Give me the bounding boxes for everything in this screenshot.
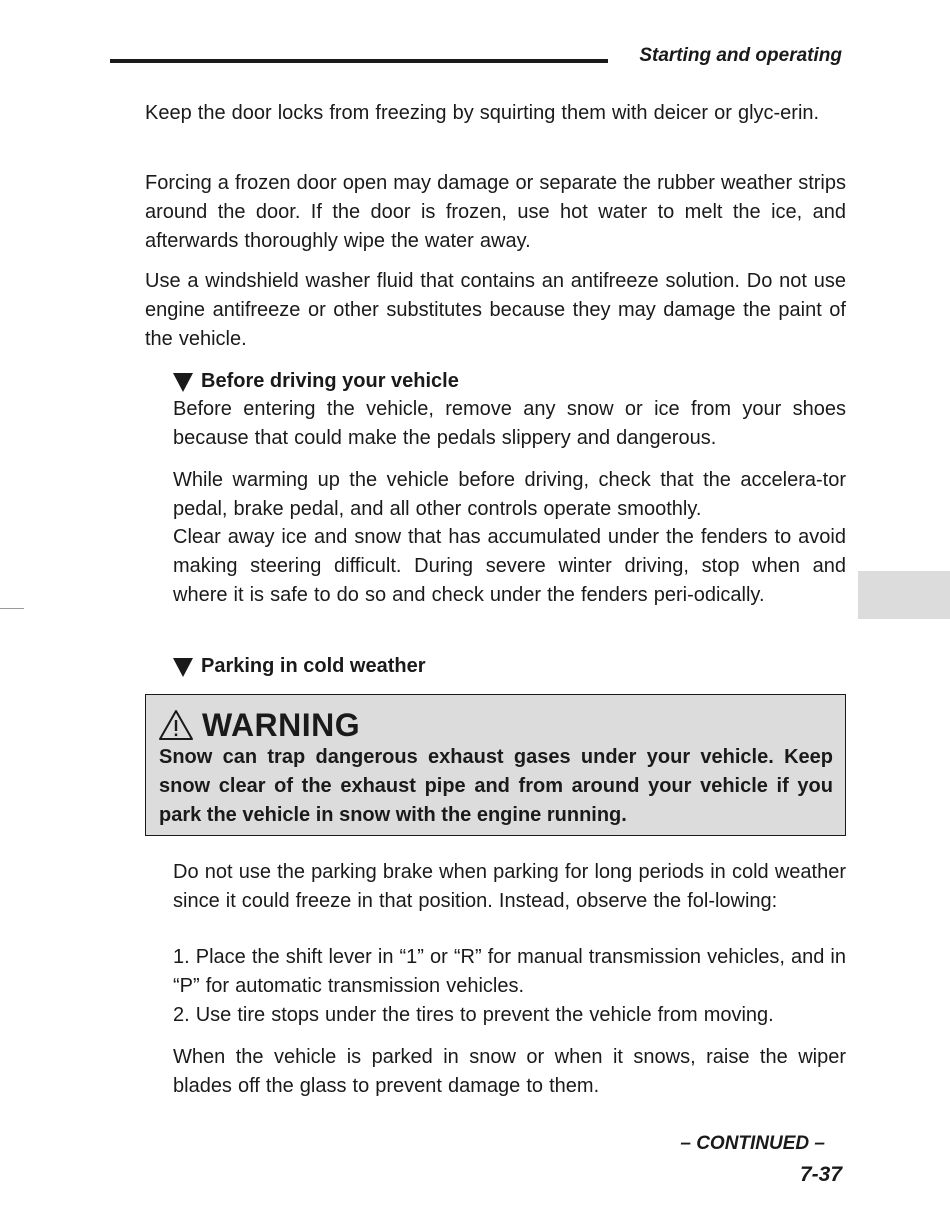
paragraph-washer-fluid: Use a windshield washer fluid that contains an antifreeze solution. Do not use engine antifreeze or other substitutes because they may damage the paint of the vehicle. <box>145 270 846 350</box>
paragraph-parking-brake: Do not use the parking brake when parking for long periods in cold weather since it could freeze in that position. Instead, observe the fol-lowing: <box>173 861 846 912</box>
continued-marker: – CONTINUED – <box>680 1133 825 1154</box>
chapter-thumb-tab <box>858 571 950 619</box>
heading-before-driving-label: Before driving your vehicle <box>201 370 459 392</box>
list-item: 2. Use tire stops under the tires to prevent the vehicle from moving. <box>173 1003 774 1026</box>
paragraph-wiper-blades: When the vehicle is parked in snow or when it snows, raise the wiper blades off the glass to prevent damage to them. <box>173 1046 846 1097</box>
paragraph-clear-fenders: Clear away ice and snow that has accumulated under the fenders to avoid making steering difficult. During severe winter driving, stop when and where it is safe to do so and check under the fenders peri-odically. <box>173 526 846 606</box>
header-rule <box>110 59 608 63</box>
paragraph-remove-snow: Before entering the vehicle, remove any snow or ice from your shoes because that could make the pedals slippery and dangerous. <box>173 398 846 449</box>
paragraph-frozen-door: Forcing a frozen door open may damage or separate the rubber weather strips around the door. If the door is frozen, use hot water to melt the ice, and afterwards thoroughly wipe the water away. <box>145 172 846 252</box>
warning-title: WARNING <box>202 707 361 743</box>
section-header-title: Starting and operating <box>639 45 842 66</box>
down-triangle-icon <box>173 658 193 677</box>
warning-triangle-icon <box>158 709 194 741</box>
warning-header <box>158 705 360 745</box>
down-triangle-icon <box>173 373 193 392</box>
parking-steps-list <box>173 943 846 1029</box>
heading-before-driving <box>173 367 459 395</box>
margin-mark <box>0 608 24 609</box>
list-item: 1. Place the shift lever in “1” or “R” for manual transmission vehicles, and in “P” for automatic transmission vehicles. <box>173 946 846 997</box>
paragraph-door-locks: Keep the door locks from freezing by squirting them with deicer or glyc-erin. <box>145 102 820 124</box>
heading-parking-cold <box>173 652 426 680</box>
page-number: 7-37 <box>799 1163 842 1186</box>
heading-parking-cold-label: Parking in cold weather <box>201 655 426 677</box>
paragraph-warming-up: While warming up the vehicle before driving, check that the accelera-tor pedal, brake pedal, and all other controls operate smoothly. <box>173 469 846 520</box>
warning-text: Snow can trap dangerous exhaust gases under your vehicle. Keep snow clear of the exhaust pipe and from around your vehicle if you park the vehicle in snow with the engine running. <box>159 746 833 826</box>
warning-box <box>145 694 846 836</box>
